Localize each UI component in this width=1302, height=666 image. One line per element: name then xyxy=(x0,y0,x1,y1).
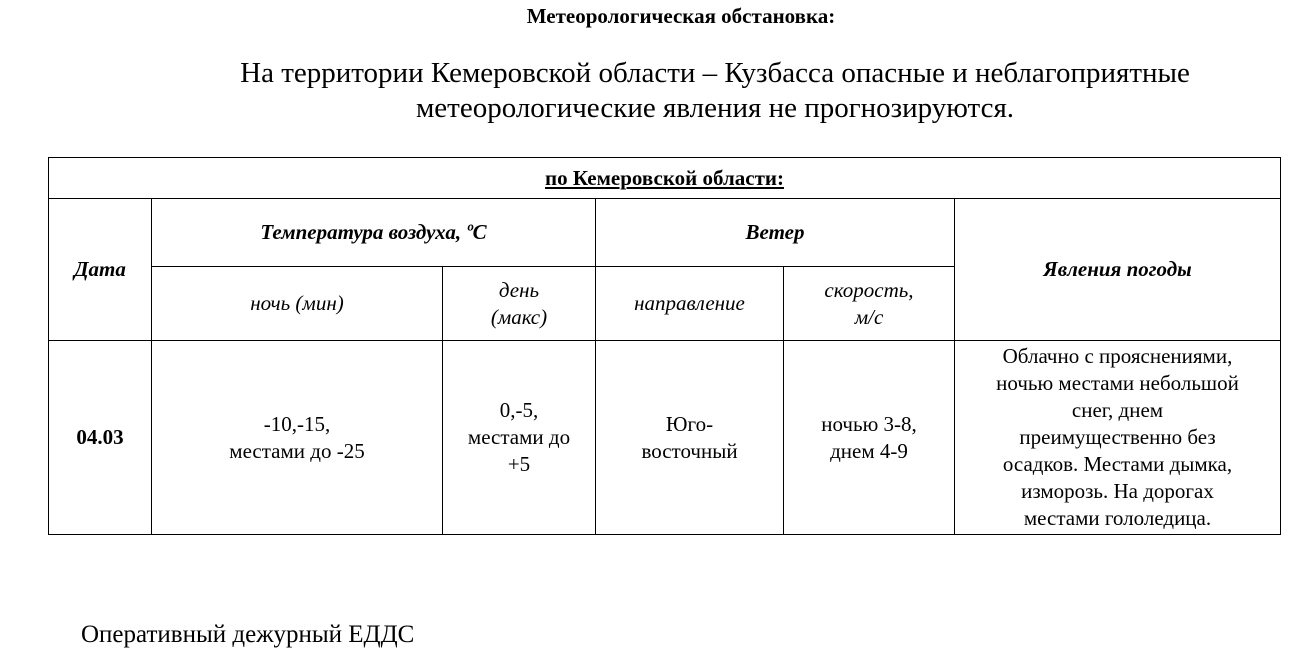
weather-table xyxy=(48,157,1281,535)
phenomena-line: снег, днем xyxy=(1071,398,1164,422)
region-title: по Кемеровской области: xyxy=(49,158,1281,199)
phenomena-header: Явления погоды xyxy=(955,199,1281,341)
wind-speed-header-line-1: скорость, xyxy=(824,277,914,302)
notice-line-1: На территории Кемеровской области – Кузбасса опасные и неблагоприятные xyxy=(240,57,1190,89)
wind-speed-line-1: ночью 3-8, xyxy=(821,411,917,436)
night-temp-line-1: -10,-15, xyxy=(263,411,331,436)
header-row-main xyxy=(49,199,1281,267)
day-max-header xyxy=(443,267,596,341)
wind-speed-header-line-2: м/с xyxy=(854,304,884,329)
wind-direction-line-1: Юго- xyxy=(665,411,714,436)
date-cell: 04.03 xyxy=(49,341,152,535)
phenomena-cell xyxy=(955,341,1281,535)
forecast-notice xyxy=(150,56,1280,126)
phenomena-line: изморозь. На дорогах xyxy=(1021,479,1214,503)
wind-direction-line-2: восточный xyxy=(641,438,738,463)
phenomena-line: преимущественно без xyxy=(1019,425,1216,449)
region-row xyxy=(49,158,1281,199)
day-max-header-line-2: (макс) xyxy=(490,304,548,329)
day-temp-line-1: 0,-5, xyxy=(499,398,539,422)
document-heading: Метеорологическая обстановка: xyxy=(526,4,836,28)
wind-direction-cell xyxy=(596,341,784,535)
phenomena-line: местами гололедица. xyxy=(1023,506,1212,530)
table-row xyxy=(49,341,1281,535)
night-temp-cell xyxy=(152,341,443,535)
wind-speed-header xyxy=(784,267,955,341)
phenomena-line: осадков. Местами дымка, xyxy=(1002,452,1233,476)
notice-line-2: метеорологические явления не прогнозируются. xyxy=(415,92,1015,124)
day-temp-line-3: +5 xyxy=(507,452,531,476)
wind-speed-cell xyxy=(784,341,955,535)
wind-speed-line-2: днем 4-9 xyxy=(830,438,908,463)
day-max-header-line-1: день xyxy=(498,277,540,302)
footer-signature: Оперативный дежурный ЕДДС xyxy=(81,621,415,648)
wind-header: Ветер xyxy=(596,199,955,267)
night-min-header: ночь (мин) xyxy=(152,267,443,341)
day-temp-line-2: местами до xyxy=(467,425,571,449)
wind-direction-header: направление xyxy=(596,267,784,341)
night-temp-line-2: местами до -25 xyxy=(229,438,365,463)
temperature-header: Температура воздуха, ºС xyxy=(152,199,596,267)
phenomena-line: ночью местами небольшой xyxy=(996,371,1239,395)
date-header: Дата xyxy=(49,199,152,341)
day-temp-cell xyxy=(443,341,596,535)
phenomena-line: Облачно с прояснениями, xyxy=(1002,344,1233,368)
